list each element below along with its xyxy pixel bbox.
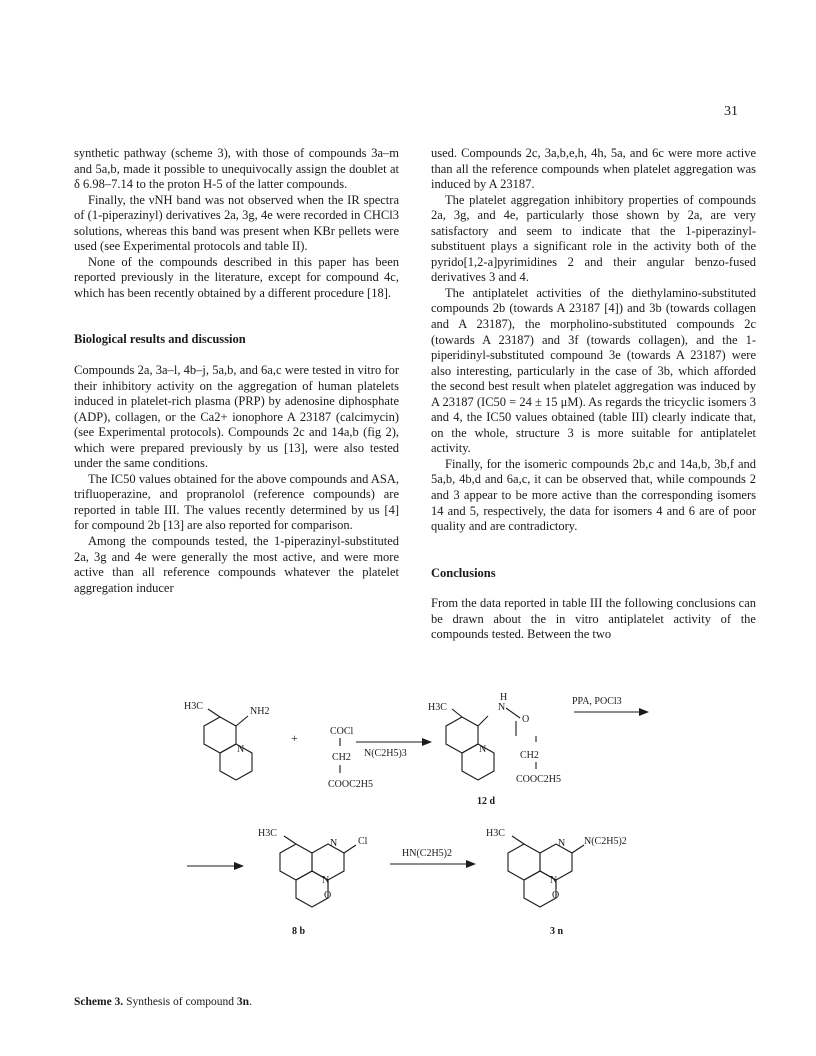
paragraph: Finally, for the isomeric compounds 2b,c and 14a,b, 3b,f and 5a,b, 4b,d and 6a,c, it can be observed that, while compounds 2 and 3 appear to be more active than the corresponding isomers 14 and 5, respectively, the data for isomers 4 and 6 are of poor quality and are contradictory.	[431, 456, 756, 534]
methylene-label: CH2	[332, 752, 351, 763]
carbonyl-o-label: O	[324, 890, 332, 901]
methyl-label: H3C	[258, 828, 277, 839]
scheme-svg	[74, 686, 754, 986]
arrow-head	[466, 860, 476, 868]
nitrogen-label: N	[322, 875, 330, 886]
compound-label: 3 n	[550, 926, 564, 937]
caption-label: Scheme 3.	[74, 996, 124, 1008]
nitrogen-label: N	[479, 744, 487, 755]
caption-end: .	[249, 996, 252, 1008]
paragraph: From the data reported in table III the following conclusions can be drawn about the in vitro antiplatelet activity of the compounds tested. Between the two	[431, 596, 756, 642]
compound-label: 8 b	[292, 926, 306, 937]
acyl-chloride-label: COCl	[330, 726, 354, 737]
plus-sign: +	[291, 731, 298, 745]
chlorine-label: Cl	[358, 836, 368, 847]
paragraph: The antiplatelet activities of the diethylamino-substituted compounds 2b (towards A 23187 [4]) and 3b (towards collagen and A 23187), the morpholino-substituted compounds 2c (towards A 23187) and 3f (towards collagen), and the 1-piperidinyl-substituted compound 3e (towards A 23187) were also interesting, particularly in the case of 3b, which afforded the second best result when platelet aggregation was induced by A 23187 (IC50 = 24 ± 15 μM). As regards the tricyclic isomers 3 and 4, the IC50 values obtained (table III) clearly indicate that, on the whole, structure 3 is more suitable for antiplatelet activity.	[431, 285, 756, 456]
page-number: 31	[724, 104, 738, 119]
arrow-head	[422, 738, 432, 746]
paragraph: Compounds 2a, 3a–l, 4b–j, 5a,b, and 6a,c were tested in vitro for their inhibitory activity on the aggregation of human platelets induced in platelet-rich plasma (PRP) by adenosine diphosphate (ADP), collagen, or the Ca2+ ionophore A 23187 (calcimycin) (see Experimental protocols). Compounds 2c and 14a,b (fig 2), which were prepared previously by us [13], were also tested under the same conditions.	[74, 363, 399, 471]
caption-text: Synthesis of compound	[123, 996, 237, 1008]
scheme-caption	[74, 996, 252, 1008]
ester-label: COOC2H5	[328, 779, 374, 790]
paragraph: The platelet aggregation inhibitory properties of compounds 2a, 3g, and 4e, particularly those shown by 2a, are very satisfactory and seem to indicate that the 1-piperazinyl-substituent plays a significant role in the activity both of the pyrido[1,2-a]pyrimidines 2 and their angular benzo-fused derivatives 3 and 4.	[431, 192, 756, 285]
compound-label: 12 d	[477, 796, 496, 807]
nitrogen-label: N	[237, 744, 245, 755]
ester-label: COOC2H5	[516, 774, 562, 785]
nitrogen-label: N	[550, 875, 558, 886]
caption-compound: 3n	[236, 996, 250, 1008]
paragraph: None of the compounds described in this paper has been reported previously in the literature, except for compound 4c, which has been recently obtained by a different procedure [18].	[74, 254, 399, 300]
amine-label: NH2	[250, 706, 270, 717]
nitrogen-label: N	[558, 838, 566, 849]
paragraph: Among the compounds tested, the 1-piperazinyl-substituted 2a, 3g and 4e were generally the most active, and were more active than all reference compounds whatever the platelet aggregation inducer	[74, 534, 399, 595]
methyl-label: H3C	[486, 828, 505, 839]
section-heading: Biological results and discussion	[74, 332, 246, 347]
carbonyl-o-label: O	[552, 890, 560, 901]
amide-n-label: N	[498, 702, 506, 713]
nitrogen-label: N	[330, 838, 338, 849]
paragraph: Finally, the νNH band was not observed when the IR spectra of (1-piperazinyl) derivatives 2a, 3g, 4e were recorded in CHCl3 solutions, whereas this band was present when KBr pellets were used (see Experimental protocols and table II).	[74, 192, 399, 254]
section-heading: Conclusions	[431, 565, 496, 580]
diethylamino-label: N(C2H5)2	[584, 836, 627, 847]
methyl-label: H3C	[184, 701, 203, 712]
left-column	[74, 146, 399, 596]
compound-3n-structure	[508, 836, 584, 907]
reagent-ppa-pocl3: PPA, POCl3	[572, 696, 622, 707]
paragraph: The IC50 values obtained for the above compounds and ASA, trifluoperazine, and propranolol (reference compounds) are reported in table III. The values recently determined by us [4] for compound 2b [13] are also reported for comparison.	[74, 471, 399, 533]
arrow-head	[639, 708, 649, 716]
right-column	[431, 146, 756, 643]
compound-8b-structure	[280, 836, 356, 907]
methylene-label: CH2	[520, 750, 539, 761]
amide-h-label: H	[500, 692, 508, 703]
reagent-triethylamine: N(C2H5)3	[364, 748, 407, 759]
reagent-diethylamine: HN(C2H5)2	[402, 848, 452, 859]
paragraph: used. Compounds 2c, 3a,b,e,h, 4h, 5a, and 6c were more active than all the reference compounds when platelet aggregation was induced by A 23187.	[431, 146, 756, 192]
carbonyl-o-label: O	[522, 714, 530, 725]
methyl-label: H3C	[428, 702, 447, 713]
reaction-scheme	[74, 686, 754, 986]
paragraph: synthetic pathway (scheme 3), with those of compounds 3a–m and 5a,b, made it possible to unequivocally assign the doublet at δ 6.98–7.14 to the proton H-5 of the latter compounds.	[74, 146, 399, 192]
quinoline-amine-structure	[204, 709, 252, 780]
arrow-head	[234, 862, 244, 870]
